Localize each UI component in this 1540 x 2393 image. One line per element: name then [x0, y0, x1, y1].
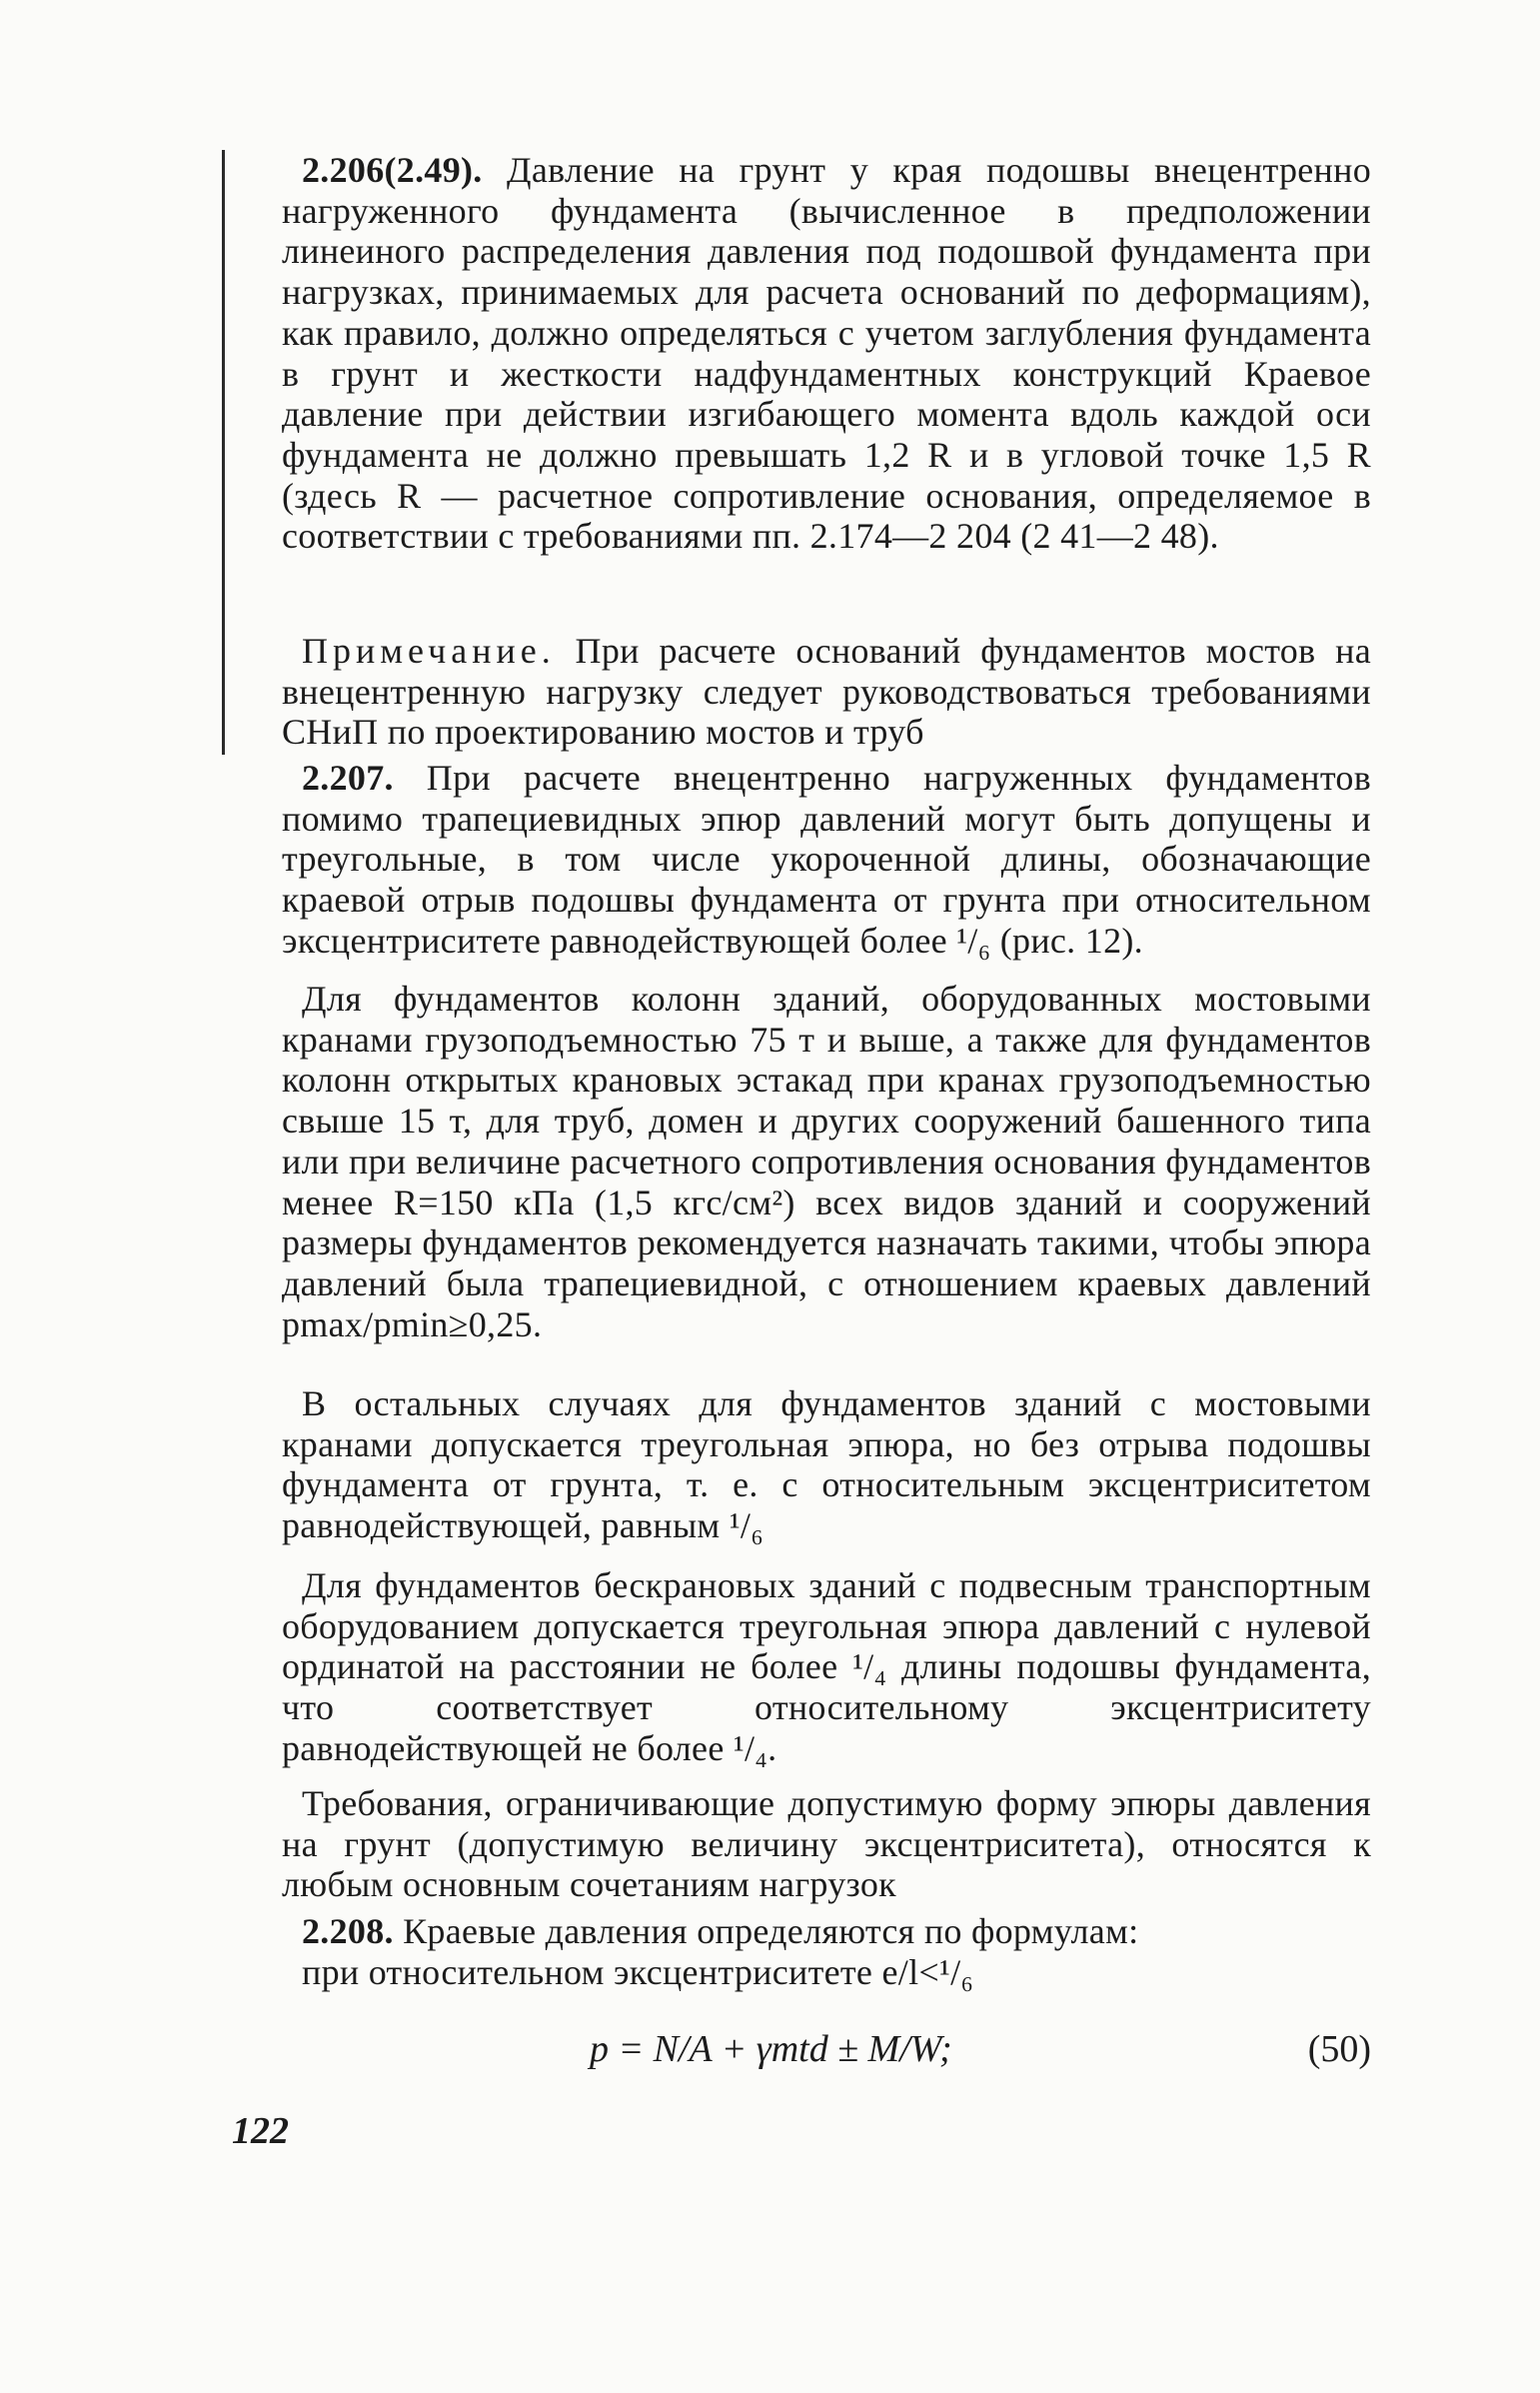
section-number: 2.207. [302, 758, 394, 798]
note-paragraph [282, 631, 1371, 753]
formula-expression: p = N/A + γmtd ± M/W; [590, 2028, 952, 2070]
formula-50 [282, 2027, 1371, 2077]
section-number: 2.208. [302, 1911, 394, 1951]
paragraph-other-cases [282, 1383, 1371, 1546]
section-2-206 [282, 150, 1371, 557]
formula-number: (50) [1307, 2028, 1371, 2070]
paragraph-requirements-text: Требования, ограничивающие допустимую форму эпюры давления на грунт (допустимую величину эксцентриситета), относятся к любым основным сочетаниям нагрузок [282, 1783, 1371, 1905]
paragraph-craneless [282, 1565, 1371, 1769]
section-2-208-condition: при относительном эксцентриситете e/l<¹/₆ [302, 1951, 974, 1992]
paragraph-other-cases-text: В остальных случаях для фундаментов зданий с мостовыми кранами допускается треугольная эпюра, но без отрыва подошвы фундамента от грунта, т. е. с относительным эксцентриситетом равнодействующей, равным ¹/₆ [282, 1383, 1371, 1546]
page-number: 122 [232, 2110, 289, 2152]
paragraph-craneless-text: Для фундаментов бескрановых зданий с подвесным транспортным оборудованием допускается треугольная эпюра давлений с нулевой ординатой на расстоянии не более ¹/₄ длины подошвы фундамента, что соответствует относительному эксцентриситету равнодействующей не более ¹/₄. [282, 1565, 1371, 1768]
section-text: Давление на грунт у края подошвы внецентренно нагруженного фундамента (вычисленное в предположении линеиного распределения давления под подошвой фундамента при нагрузках, принимаемых для расчета оснований по деформациям), как правило, должно определяться с учетом заглубления фундамента в грунт и жесткости надфундаментных конструкций Краевое давление при действии изгибающего момента вдоль каждой оси фундамента не должно превышать 1,2 R и в угловой точке 1,5 R (здесь R — расчетное сопротивление основания, определяемое в соответствии с требованиями пп. 2.174—2 204 (2 41—2 48). [282, 150, 1371, 557]
note-block [282, 631, 1371, 753]
paragraph-columns-text: Для фундаментов колонн зданий, оборудованных мостовыми кранами грузоподъемностью 75 т и выше, а также для фундаментов колонн открытых крановых эстакад при кранах грузоподъемностью свыше 15 т, для труб, домен и других сооружений башенного типа или при величине расчетного сопротивления основания фундаментов менее R=150 кПа (1,5 кгс/см²) всех видов зданий и сооружений размеры фундаментов рекомендуется назначать такими, чтобы эпюра давлений была трапециевидной, с отношением краевых давлений pmax/pmin≥0,25. [282, 979, 1371, 1344]
section-text: При расчете внецентренно нагруженных фундаментов помимо трапециевидных эпюр давлений могут быть допущены и треугольные, в том числе укороченной длины, обозначающие краевой отрыв подошвы фундамента от грунта при относительном эксцентриситете равнодействующей более ¹/₆ (рис. 12). [282, 758, 1371, 961]
note-text: При расчете оснований фундаментов мостов на внецентренную нагрузку следует руководствоваться требованиями СНиП по проектированию мостов и труб [282, 631, 1372, 753]
section-2-206-paragraph [282, 150, 1371, 557]
section-text: Краевые давления определяются по формулам: [403, 1911, 1139, 1951]
section-2-208 [282, 1911, 1371, 1992]
note-label: Примечание. [302, 631, 556, 671]
section-2-207-paragraph [282, 758, 1371, 962]
revision-margin-bar [222, 150, 225, 755]
section-number: 2.206(2.49). [302, 150, 483, 190]
paragraph-columns [282, 979, 1371, 1344]
section-2-207 [282, 758, 1371, 962]
section-2-208-paragraph [282, 1911, 1371, 1952]
paragraph-requirements [282, 1783, 1371, 1905]
